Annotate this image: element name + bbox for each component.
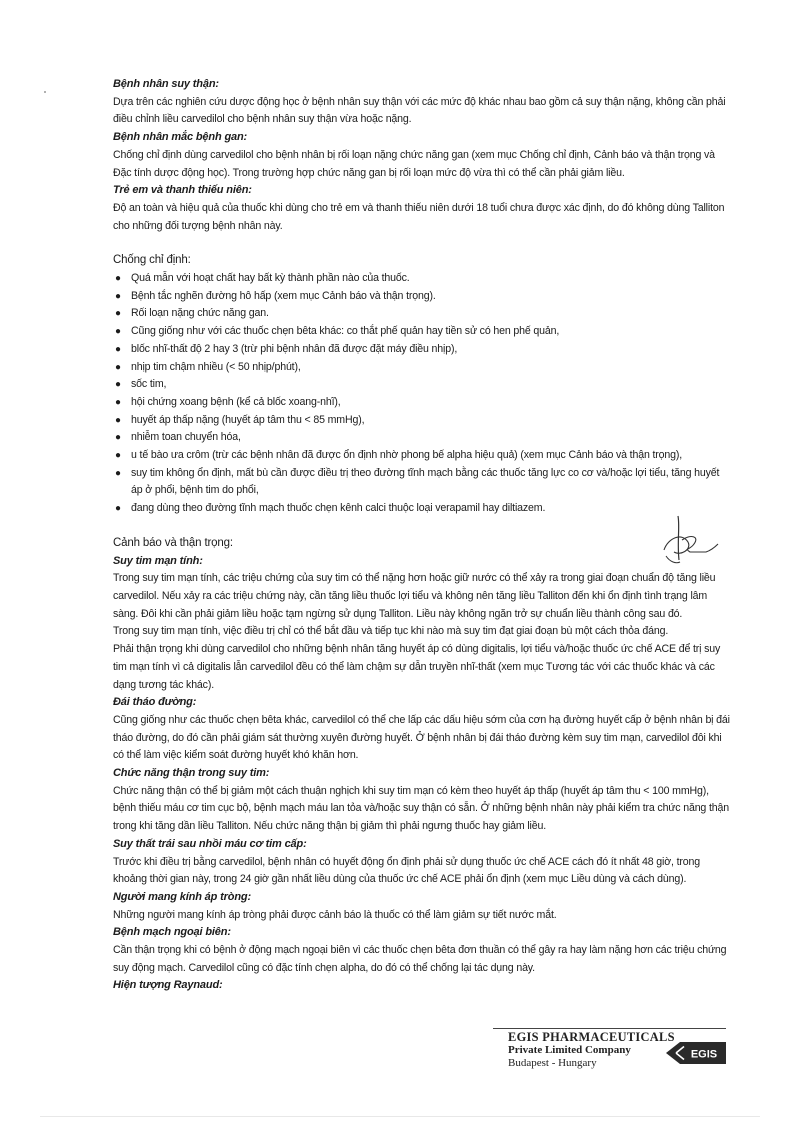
chf-p3: Phải thận trọng khi dùng carvedilol cho những bệnh nhân tăng huyết áp có dùng digitalis, lợi tiểu và/hoặc thuốc ức chế ACE để trị suy tim mạn tính vì cả digitalis lẫn carvedilol đều có thể làm chậm sự dẫn truyền nhĩ-thất (xem mục Tương tác với các thuốc khác và các dạng tương tác khác). [113, 643, 721, 691]
list-item: ● sốc tim, [115, 378, 167, 391]
hepatic-text: Chống chỉ định dùng carvedilol cho bệnh nhân bị rối loạn nặng chức năng gan (xem mục Chống chỉ định, Cảnh báo và thận trọng và Đặc tính dược động học). Trong trường hợp chức năng gan bị rối loạn mức độ vừa thì có thể cần phải giảm liều. [113, 148, 715, 179]
renal-text: Dựa trên các nghiên cứu dược động học ở bệnh nhân suy thận với các mức độ khác nhau bao gồm cả suy thận nặng, không cần phải điều chỉnh liều carvedilol cho bệnh nhân suy thận vừa hoặc nặng. [113, 95, 726, 126]
page-bottom-edge [40, 1116, 760, 1117]
diabetes-title: Đái tháo đường: [113, 696, 197, 709]
children-text: Độ an toàn và hiệu quả của thuốc khi dùng cho trẻ em và thanh thiếu niên dưới 18 tuổi chưa được xác định, do đó không dùng Talliton cho những đối tượng bệnh nhân này. [113, 201, 725, 232]
list-item: ● Bệnh tắc nghẽn đường hô hấp (xem mục Cảnh báo và thận trọng). [115, 289, 436, 302]
list-item: ● blốc nhĩ-thất độ 2 hay 3 (trừ phi bệnh nhân đã được đặt máy điều nhịp), [115, 342, 458, 355]
warnings-title: Cảnh báo và thận trọng: [113, 536, 233, 549]
stamp-city: Budapest - Hungary [508, 1057, 597, 1069]
list-item: ● Rối loạn nặng chức năng gan. [115, 307, 269, 320]
document-body [113, 76, 733, 995]
contact-lenses-text: Những người mang kính áp tròng phải được cảnh báo là thuốc có thể làm giảm sự tiết nước mắt. [113, 908, 557, 921]
peripheral-title: Bệnh mạch ngoại biên: [113, 926, 231, 939]
lv-dysfunction-title: Suy thất trái sau nhồi máu cơ tim cấp: [113, 837, 307, 850]
list-item: ● nhịp tim chậm nhiều (< 50 nhịp/phút), [115, 360, 301, 373]
renal-hf-title: Chức năng thận trong suy tim: [113, 767, 270, 780]
hepatic-title: Bệnh nhân mắc bệnh gan: [113, 131, 248, 144]
list-item: ● huyết áp thấp nặng (huyết áp tâm thu < 85 mmHg), [115, 413, 365, 426]
contraindications-title: Chống chỉ định: [113, 254, 191, 267]
children-title: Trẻ em và thanh thiếu niên: [113, 184, 252, 197]
list-item: ● Quá mẫn với hoạt chất hay bất kỳ thành phần nào của thuốc. [115, 272, 410, 285]
stamp-rule [493, 1028, 726, 1029]
list-item: ● suy tim không ổn định, mất bù cần được điều trị theo đường tĩnh mạch bằng các thuốc tăng lực co cơ và/hoặc lợi tiểu, tăng huyết áp ở phổi, bệnh tim do phổi, [115, 466, 720, 497]
contact-lenses-title: Người mang kính áp tròng: [113, 890, 251, 903]
chf-title: Suy tim mạn tính: [113, 554, 203, 567]
chf-p1: Trong suy tim mạn tính, các triệu chứng của suy tim có thể nặng hơn hoặc giữ nước có thể xảy ra trong giai đoạn chuẩn độ tăng liều carvedilol. Nếu xảy ra các triệu chứng này, cần tăng liều thuốc lợi tiểu và không nên tăng liều Talliton đến khi ổn định tình trạng lâm sàng. Đôi khi cần phải giảm liều hoặc tạm ngừng sử dụng Talliton. Liều này không ngăn trở sự chuẩn liều thành công sau đó. [113, 572, 716, 620]
raynaud-title: Hiện tượng Raynaud: [113, 979, 223, 992]
egis-logo-icon [664, 1040, 730, 1066]
stamp-type: Private Limited Company [508, 1044, 631, 1056]
lv-dysfunction-text: Trước khi điều trị bằng carvedilol, bệnh nhân có huyết động ổn định phải sử dụng thuốc ức chế ACE cách đó ít nhất 48 giờ, trong khoảng thời gian này, trong 24 giờ gần nhất liều dùng của thuốc ức chế ACE phải ổn định (xem mục Liều dùng và cách dùng). [113, 855, 700, 886]
diabetes-text: Cũng giống như các thuốc chẹn bêta khác, carvedilol có thể che lấp các dấu hiệu sớm của cơn hạ đường huyết cấp ở bệnh nhân bị đái tháo đường, do đó cần phải giám sát thường xuyên đường huyết. Ở bệnh nhân bị đái tháo đường kèm suy tim mạn, carvedilol đôi khi có thể làm việc kiểm soát đường huyết khó khăn hơn. [113, 713, 730, 762]
signature-mark [660, 512, 720, 568]
logo-text: EGIS [690, 1048, 718, 1061]
list-item: ● u tế bào ưa crôm (trừ các bệnh nhân đã được ổn định nhờ phong bế alpha hiệu quả) (xem mục Cảnh báo và thận trọng), [115, 449, 683, 462]
peripheral-text: Cần thận trọng khi có bệnh ở động mạch ngoại biên vì các thuốc chẹn bêta đơn thuần có thể gây ra hay làm nặng hơn các triệu chứng suy động mạch. Carvedilol cũng có đặc tính chẹn alpha, do đó có thể chống lại tác dụng này. [113, 944, 727, 974]
chf-p2: Trong suy tim mạn tính, việc điều trị chỉ có thể bắt đầu và tiếp tục khi nào mà suy tim đạt giai đoạn bù một cách thỏa đáng. [113, 625, 669, 638]
renal-hf-text: Chức năng thận có thể bị giảm một cách thuận nghịch khi suy tim mạn có kèm theo huyết áp thấp (huyết áp tâm thu < 100 mmHg), bệnh thiếu máu cơ tim cục bộ, bệnh mạch máu lan tỏa và/hoặc suy thận có sẵn. Ở những bệnh nhân này phải kiểm tra chức năng thận trong khi tăng dần liều Talliton. Nếu chức năng thận bị giảm thì phải ngưng thuốc hay giảm liều. [113, 784, 729, 833]
scan-speck [44, 91, 46, 93]
list-item: ● nhiễm toan chuyển hóa, [115, 431, 241, 444]
list-item: ● hội chứng xoang bệnh (kể cả blốc xoang-nhĩ), [115, 395, 341, 408]
contraindications-list [113, 270, 733, 518]
list-item: ● đang dùng theo đường tĩnh mạch thuốc chẹn kênh calci thuộc loại verapamil hay diltiazem. [115, 502, 546, 515]
stamp-company: EGIS PHARMACEUTICALS [508, 1030, 675, 1044]
renal-title: Bệnh nhân suy thận: [113, 78, 219, 90]
list-item: ● Cũng giống như với các thuốc chẹn bêta khác: co thắt phế quản hay tiền sử có hen phế quản, [115, 325, 560, 338]
